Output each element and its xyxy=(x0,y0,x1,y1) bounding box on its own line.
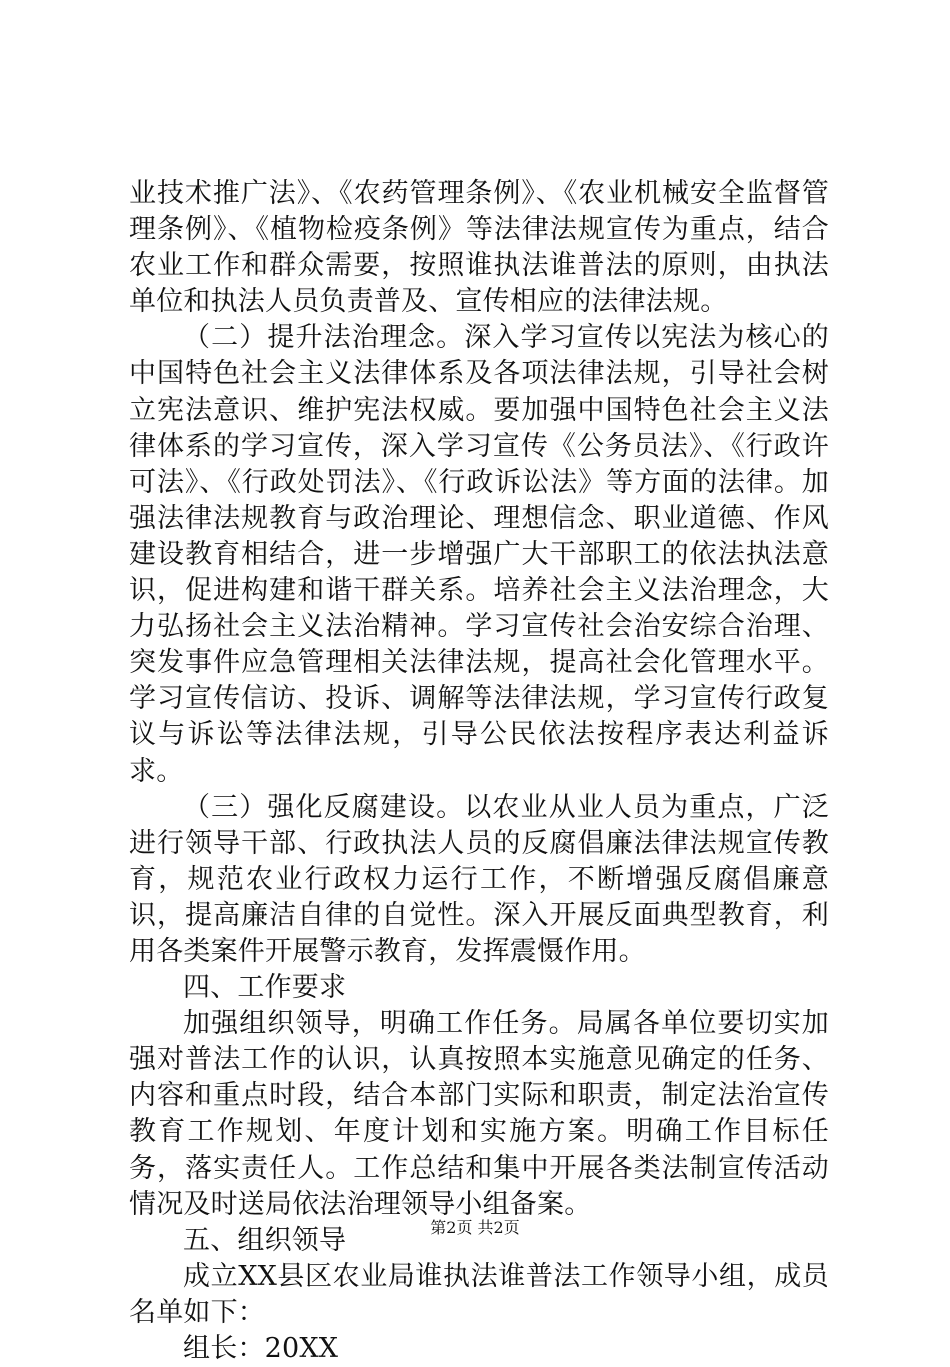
paragraph-continuation: 业技术推广法》、《农药管理条例》、《农业机械安全监督管理条例》、《植物检疫条例》等法律法规宣传为重点，结合农业工作和群众需要，按照谁执法谁普法的原则，由执法单位和执法人员负责普及、宣传相应的法律法规。 xyxy=(129,178,829,318)
heading-work-requirements: 四、工作要求 xyxy=(183,972,347,1004)
paragraph-group-leader: 组长：20XX xyxy=(183,1333,339,1364)
heading-organization-leadership: 五、组织领导 xyxy=(183,1224,347,1256)
paragraph-leadership-group: 成立XX县区农业局谁执法谁普法工作领导小组，成员名单如下： xyxy=(129,1260,829,1328)
paragraph-work-requirements: 加强组织领导，明确工作任务。局属各单位要切实加强对普法工作的认识，认真按照本实施意见确定的任务、内容和重点时段，结合本部门实际和职责，制定法治宣传教育工作规划、年度计划和实施方案。明确工作目标任务，落实责任人。工作总结和集中开展各类法制宣传活动情况及时送局依法治理领导小组备案。 xyxy=(129,1008,829,1220)
page-footer: 第2页 共2页 xyxy=(430,1218,520,1237)
paragraph-section-2: （二）提升法治理念。深入学习宣传以宪法为核心的中国特色社会主义法律体系及各项法律法规，引导社会树立宪法意识、维护宪法权威。要加强中国特色社会主义法律体系的学习宣传，深入学习宣传《公务员法》、《行政许可法》、《行政处罚法》、《行政诉讼法》等方面的法律。加强法律法规教育与政治理论、理想信念、职业道德、作风建设教育相结合，进一步增强广大干部职工的依法执法意识，促进构建和谐干群关系。培养社会主义法治理念，大力弘扬社会主义法治精神。学习宣传社会治安综合治理、突发事件应急管理相关法律法规，提高社会化管理水平。学习宣传信访、投诉、调解等法律法规，学习宣传行政复议与诉讼等法律法规，引导公民依法按程序表达利益诉求。 xyxy=(129,322,829,787)
paragraph-section-3: （三）强化反腐建设。以农业从业人员为重点，广泛进行领导干部、行政执法人员的反腐倡廉法律法规宣传教育，规范农业行政权力运行工作，不断增强反腐倡廉意识，提高廉洁自律的自觉性。深入开展反面典型教育，利用各类案件开展警示教育，发挥震慑作用。 xyxy=(129,791,829,967)
document-body xyxy=(129,176,829,1367)
